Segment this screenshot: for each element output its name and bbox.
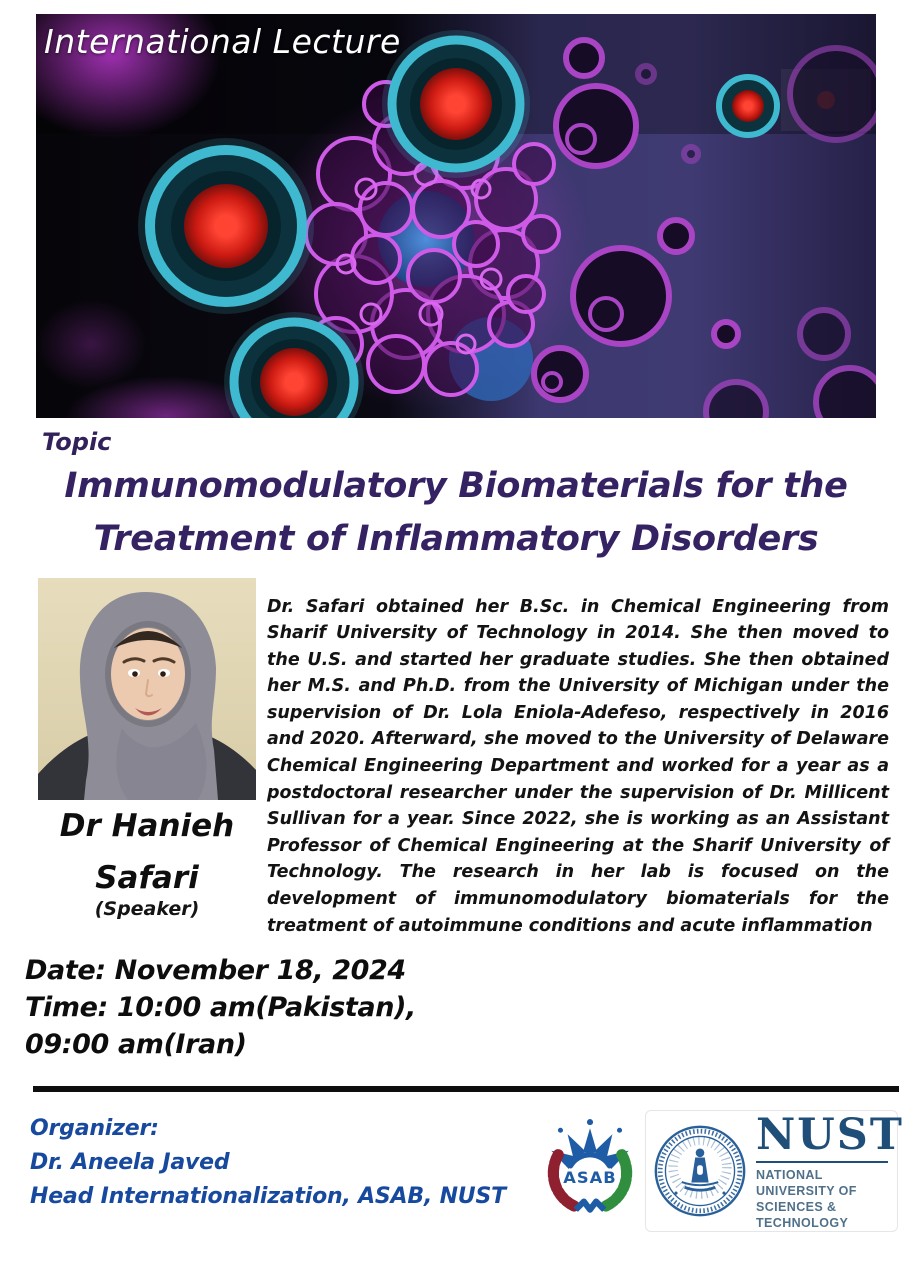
speaker-role: (Speaker)	[94, 898, 200, 920]
asab-logo-text: ASAB	[563, 1168, 617, 1188]
speaker-name	[18, 800, 276, 904]
organizer-name: Dr. Aneela Javed	[30, 1150, 230, 1175]
nust-logo	[645, 1109, 904, 1232]
lecture-title-line1: Immunomodulatory Biomaterials for the	[64, 466, 848, 506]
topic-label: Topic	[42, 428, 112, 456]
nust-seal-icon	[652, 1123, 748, 1219]
date-line: Date: November 18, 2024	[25, 955, 406, 986]
organizer-title: Head Internationalization, ASAB, NUST	[30, 1184, 506, 1209]
nust-rule	[756, 1161, 888, 1163]
speaker-photo	[38, 578, 256, 800]
nust-subtitle-line2: SCIENCES & TECHNOLOGY	[756, 1199, 849, 1230]
time-line-2: 09:00 am(Iran)	[25, 1029, 247, 1060]
speaker-name-line2: Safari	[95, 860, 199, 896]
cells-artwork	[36, 14, 876, 418]
asab-logo-icon	[538, 1116, 642, 1228]
time-line-1: Time: 10:00 am(Pakistan),	[25, 992, 416, 1023]
speaker-name-line1: Dr Hanieh	[59, 808, 235, 844]
schedule-block	[25, 952, 416, 1063]
banner-title: International Lecture	[44, 22, 401, 61]
lecture-title-line2: Treatment of Inflammatory Disorders	[93, 519, 819, 559]
lecture-title	[16, 460, 896, 566]
speaker-bio: Dr. Safari obtained her B.Sc. in Chemical Engineering from Sharif University of Technology in 2014. She then moved to the U.S. and started her graduate studies. She then obtained her M.S. and Ph.D. from the University of Michigan under the supervision of Dr. Lola Eniola-Adefeso, respectively in 2016 and 2020. Afterward, she moved to the University of Delaware Chemical Engineering Department and worked for a year as a postdoctoral researcher under the supervision of Dr. Millicent Sullivan for a year. Since 2022, she is working as an Assistant Professor of Chemical Engineering at the Sharif University of Technology. The research in her lab is focused on the development of immunomodulatory biomaterials for the treatment of autoimmune conditions and acute inflammation	[267, 596, 889, 936]
organizer-label: Organizer:	[30, 1116, 159, 1141]
nust-wordmark: NUST	[756, 1109, 904, 1160]
nust-wordmark-block	[756, 1109, 904, 1231]
nust-subtitle-line1: NATIONAL UNIVERSITY OF	[756, 1167, 857, 1198]
organizer-block	[30, 1112, 540, 1214]
banner-image	[36, 14, 876, 418]
speaker-portrait	[38, 578, 256, 800]
asab-logo	[538, 1116, 642, 1228]
divider-rule	[33, 1086, 899, 1092]
